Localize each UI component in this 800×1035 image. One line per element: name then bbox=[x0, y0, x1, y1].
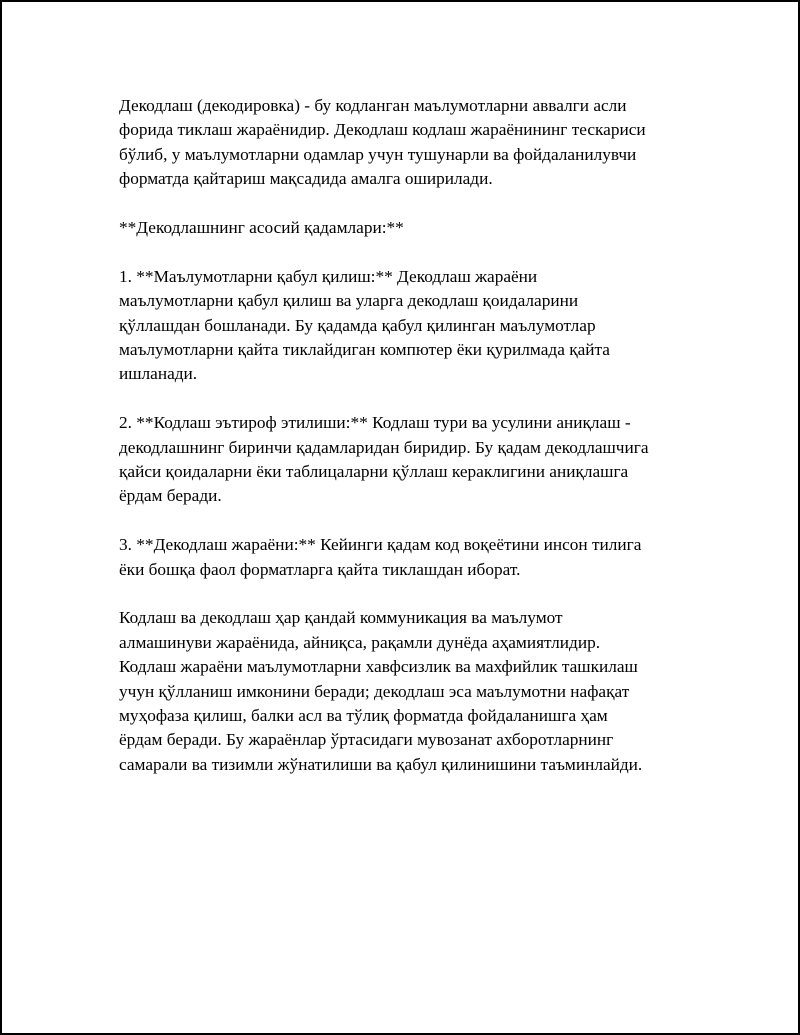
paragraph-step-1 bbox=[119, 265, 699, 387]
text-line: ёрдам беради. Бу жараёнлар ўртасидаги мувозанат ахборотларнинг bbox=[119, 730, 614, 750]
paragraph-step-2 bbox=[119, 411, 699, 509]
text-line: Декодлаш (декодировка) - бу кодланган маълумотларни аввалги асли bbox=[119, 96, 627, 115]
paragraph-intro bbox=[119, 94, 699, 192]
text-line: ишланади. bbox=[119, 364, 198, 384]
text-line: самарали ва тизимли жўнатилиши ва қабул қилинишини таъминлайди. bbox=[119, 754, 643, 774]
text-line: форматда қайтариш мақсадида амалга оширилади. bbox=[119, 169, 493, 189]
text-line: маълумотларни қайта тиклайдиган компютер ёки қурилмада қайта bbox=[119, 340, 610, 360]
section-heading bbox=[119, 216, 699, 240]
text-line: Кодлаш ва декодлаш ҳар қандай коммуникация ва маълумот bbox=[119, 608, 563, 628]
paragraph-conclusion bbox=[119, 606, 699, 777]
text-line: ёки бошқа фаол форматларга қайта тиклашдан иборат. bbox=[119, 559, 521, 579]
text-line: форида тиклаш жараёнидир. Декодлаш кодлаш жараёнининг тескариси bbox=[119, 120, 646, 140]
text-line: маълумотларни қабул қилиш ва уларга декодлаш қоидаларини bbox=[119, 291, 579, 311]
text-line: ёрдам беради. bbox=[119, 486, 222, 506]
text-line: қайси қоидаларни ёки таблицаларни қўллаш кераклигини аниқлашга bbox=[119, 462, 629, 482]
text-line: бўлиб, у маълумотларни одамлар учун тушунарли ва фойдаланилувчи bbox=[119, 144, 637, 164]
text-line: муҳофаза қилиш, балки асл ва тўлиқ форматда фойдаланишга ҳам bbox=[119, 706, 608, 726]
text-line: декодлашнинг биринчи қадамларидан биридир. Бу қадам декодлашчига bbox=[119, 437, 649, 457]
heading-line: **Декодлашнинг асосий қадамлари:** bbox=[119, 218, 404, 238]
text-line: 1. **Маълумотларни қабул қилиш:** Декодлаш жараёни bbox=[119, 266, 538, 286]
document-body bbox=[119, 94, 699, 802]
text-line: қўллашдан бошланади. Бу қадамда қабул қилинган маълумотлар bbox=[119, 315, 596, 335]
text-line: 2. **Кодлаш эътироф этилиши:** Кодлаш тури ва усулини аниқлаш - bbox=[119, 413, 631, 433]
text-line: 3. **Декодлаш жараёни:** Кейинги қадам код воқеётини инсон тилига bbox=[119, 535, 642, 555]
text-line: Кодлаш жараёни маълумотларни хавфсизлик ва махфийлик ташкилаш bbox=[119, 657, 638, 677]
paragraph-step-3 bbox=[119, 533, 699, 582]
text-line: алмашинуви жараёнида, айниқса, рақамли дунёда аҳамиятлидир. bbox=[119, 632, 601, 652]
text-line: учун қўлланиш имконини беради; декодлаш эса маълумотни нафақат bbox=[119, 681, 630, 701]
